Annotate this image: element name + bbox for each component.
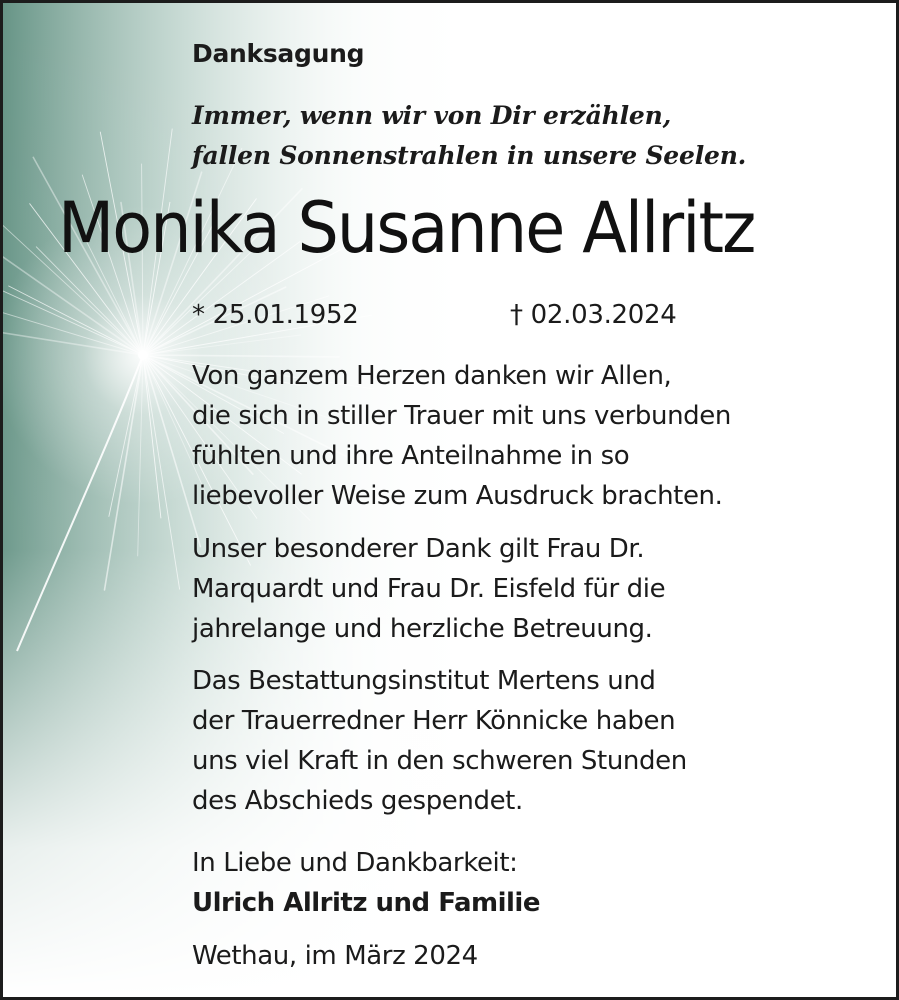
- deceased-name: Monika Susanne Allritz: [58, 187, 755, 269]
- notice-heading: Danksagung: [192, 39, 365, 68]
- text-line: Unser besonderer Dank gilt Frau Dr.: [192, 534, 645, 564]
- closing-block: [192, 843, 540, 923]
- text-line: liebevoller Weise zum Ausdruck brachten.: [192, 481, 723, 511]
- motto-line-2: fallen Sonnenstrahlen in unsere Seelen.: [192, 141, 747, 170]
- text-line: fühlten und ihre Anteilnahme in so: [192, 441, 630, 471]
- place-and-date: Wethau, im März 2024: [192, 941, 478, 971]
- motto-line-1: Immer, wenn wir von Dir erzählen,: [192, 101, 672, 130]
- birth-date: * 25.01.1952: [192, 300, 359, 330]
- text-line: die sich in stiller Trauer mit uns verbunden: [192, 401, 731, 431]
- text-line: Von ganzem Herzen danken wir Allen,: [192, 361, 672, 391]
- text-line: uns viel Kraft in den schweren Stunden: [192, 746, 687, 776]
- thanks-paragraph-2: [192, 529, 665, 649]
- thanks-paragraph-1: [192, 356, 731, 516]
- closing-line: In Liebe und Dankbarkeit:: [192, 848, 518, 878]
- text-line: jahrelange und herzliche Betreuung.: [192, 614, 653, 644]
- signature: Ulrich Allritz und Familie: [192, 888, 540, 918]
- notice-content: [3, 3, 896, 997]
- text-line: der Trauerredner Herr Könnicke haben: [192, 706, 676, 736]
- text-line: Marquardt und Frau Dr. Eisfeld für die: [192, 574, 666, 604]
- thanks-paragraph-3: [192, 661, 687, 821]
- text-line: des Abschieds gespendet.: [192, 786, 523, 816]
- death-date: † 02.03.2024: [510, 300, 677, 330]
- text-line: Das Bestattungsinstitut Mertens und: [192, 666, 656, 696]
